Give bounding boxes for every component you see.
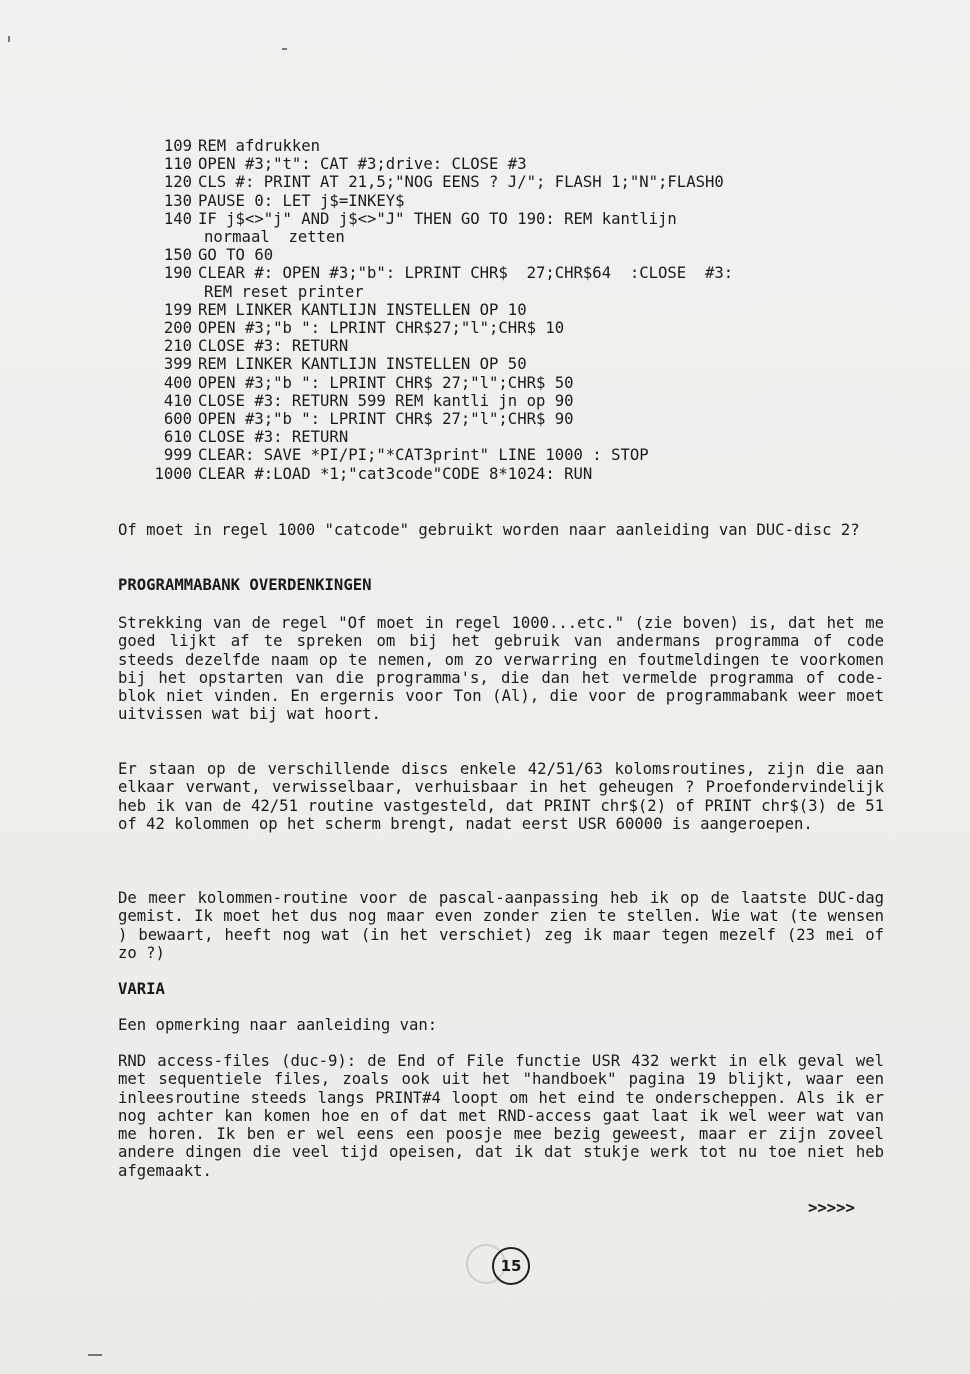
line-number: 110: [163, 155, 192, 174]
code-line: [118, 337, 733, 355]
line-number: 120: [163, 173, 192, 192]
code-text: GO TO 60: [198, 246, 274, 265]
code-line: [118, 355, 733, 373]
code-text: CLEAR #:LOAD *1;"cat3code"CODE 8*1024: RUN: [198, 464, 593, 483]
code-text: OPEN #3;"b ": LPRINT CHR$27;"l";CHR$ 10: [198, 319, 565, 338]
code-text: OPEN #3;"b ": LPRINT CHR$ 27;"l";CHR$ 50: [198, 373, 574, 392]
code-text: CLOSE #3: RETURN: [198, 337, 349, 356]
code-text: OPEN #3;"b ": LPRINT CHR$ 27;"l";CHR$ 90: [198, 410, 574, 429]
code-text: PAUSE 0: LET j$=INKEY$: [198, 191, 405, 210]
line-number: 400: [163, 373, 192, 392]
line-number: 200: [163, 319, 192, 338]
code-line: [118, 446, 733, 464]
code-line: [118, 173, 733, 191]
code-line: [118, 264, 733, 282]
basic-code-listing: [118, 137, 733, 483]
scan-speck: [8, 36, 10, 42]
code-line: [118, 155, 733, 173]
line-number: 150: [163, 246, 192, 265]
line-number: 600: [163, 410, 192, 429]
code-line: [118, 319, 733, 337]
paragraph-kolomsroutines: Er staan op de verschillende discs enkele 42/51/63 kolomsroutines, zijn die aan elkaar verwant, verwisselbaar, verhuisbaar in het geheugen ? Proefondervindelijk heb ik van de 42/51 routine vastgesteld, dat PRINT chr$(2) of PRINT chr$(3) de 51 of 42 kolommen op het scherm brengt, nadat eerst USR 60000 is aangeroepen.: [118, 760, 884, 833]
code-text: OPEN #3;"t": CAT #3;drive: CLOSE #3: [198, 155, 527, 174]
page-number-circle: [492, 1247, 530, 1285]
heading-programmabank: PROGRAMMABANK OVERDENKINGEN: [118, 576, 372, 594]
code-continuation: REM reset printer: [204, 282, 364, 301]
line-number: 399: [163, 355, 192, 374]
code-line: [118, 410, 733, 428]
line-number: 610: [163, 428, 192, 447]
code-line: [118, 392, 733, 410]
line-number: 109: [163, 137, 192, 155]
line-number: 190: [163, 264, 192, 283]
code-line: [118, 210, 733, 228]
paragraph-opmerking: Een opmerking naar aanleiding van:: [118, 1016, 438, 1034]
scan-speck: [282, 48, 287, 50]
code-text: CLEAR: SAVE *PI/PI;"*CAT3print" LINE 1000 : STOP: [198, 446, 649, 465]
heading-varia: VARIA: [118, 980, 165, 998]
page-number: 15: [500, 1257, 522, 1275]
code-text: REM LINKER KANTLIJN INSTELLEN OP 50: [198, 355, 527, 374]
code-text: CLEAR #: OPEN #3;"b": LPRINT CHR$ 27;CHR$64 :CLOSE #3:: [198, 264, 734, 283]
continue-marker: >>>>>: [808, 1199, 855, 1217]
paragraph-pascal-aanpassing: De meer kolommen-routine voor de pascal-aanpassing heb ik op de laatste DUC-dag gemist. Ik moet het dus nog maar even zonder zien te stellen. Wie wat (te wensen ) bewaart, heeft nog wat (in het verschiet) zeg ik maar tegen mezelf (23 mei of zo ?): [118, 889, 884, 962]
code-line: [118, 374, 733, 392]
paragraph-catcode-question: Of moet in regel 1000 "catcode" gebruikt worden naar aanleiding van DUC-disc 2?: [118, 521, 860, 539]
scan-speck: [88, 1354, 102, 1356]
code-text: CLS #: PRINT AT 21,5;"NOG EENS ? J/"; FLASH 1;"N";FLASH0: [198, 173, 724, 192]
code-line: [118, 301, 733, 319]
code-text: CLOSE #3: RETURN 599 REM kantli jn op 90: [198, 391, 574, 410]
line-number: 199: [163, 300, 192, 319]
code-line: [118, 192, 733, 210]
code-line: [118, 137, 733, 155]
line-number: 130: [163, 191, 192, 210]
line-number: 210: [163, 337, 192, 356]
code-text: IF j$<>"j" AND j$<>"J" THEN GO TO 190: REM kantlijn: [198, 209, 677, 228]
paragraph-programmabank: Strekking van de regel "Of moet in regel 1000...etc." (zie boven) is, dat het me goed lijkt af te spreken om bij het gebruik van andermans programma of code steeds dezelfde naam op te nemen, om zo verwarring en foutmeldingen te voorkomen bij het opstarten van die programma's, die dan het vermelde programma of code-blok niet vinden. En ergernis voor Ton (Al), die voor de programmabank weer moet uitvissen wat bij wat hoort.: [118, 614, 884, 724]
paragraph-rnd-access: RND access-files (duc-9): de End of File functie USR 432 werkt in elk geval wel met sequentiele files, zoals ook uit het "handboek" pagina 19 blijkt, waar een inleesroutine steeds langs PRINT#4 loopt om het eind te onderscheppen. Als ik er nog achter kan komen hoe en of dat met RND-access gaat laat ik wel weer wat van me horen. Ik ben er wel eens een poosje mee bezig geweest, maar er zijn zoveel andere dingen die veel tijd opeisen, dat ik dat stukje werk tot nu toe niet heb afgemaakt.: [118, 1052, 884, 1180]
line-number: 140: [163, 209, 192, 228]
code-text: REM LINKER KANTLIJN INSTELLEN OP 10: [198, 300, 527, 319]
code-line: [118, 465, 733, 483]
code-text: CLOSE #3: RETURN: [198, 428, 349, 447]
line-number: 1000: [154, 464, 192, 483]
line-number: 410: [163, 391, 192, 410]
code-continuation: normaal zetten: [204, 228, 345, 247]
code-text: REM afdrukken: [198, 137, 321, 155]
code-line: [118, 428, 733, 446]
code-line: [118, 246, 733, 264]
line-number: 999: [163, 446, 192, 465]
